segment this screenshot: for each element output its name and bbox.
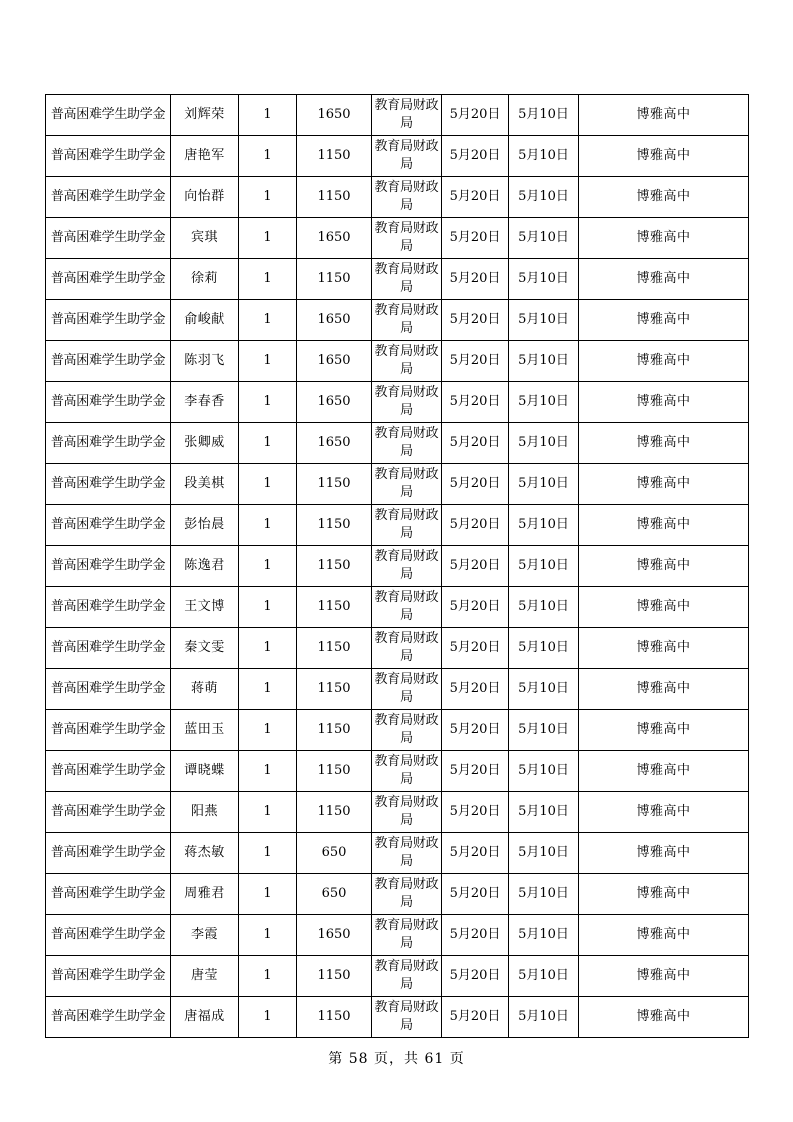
cell-project: 普高困难学生助学金 xyxy=(46,382,171,423)
cell-project: 普高困难学生助学金 xyxy=(46,587,171,628)
cell-publish-date: 5月20日 xyxy=(442,505,509,546)
cell-publish-date: 5月20日 xyxy=(442,710,509,751)
cell-issue-date: 5月10日 xyxy=(509,587,579,628)
cell-department: 教育局财政局 xyxy=(372,136,442,177)
cell-department: 教育局财政局 xyxy=(372,956,442,997)
cell-project: 普高困难学生助学金 xyxy=(46,423,171,464)
cell-name: 周雅君 xyxy=(171,874,239,915)
cell-count: 1 xyxy=(239,382,297,423)
cell-department: 教育局财政局 xyxy=(372,505,442,546)
table-row xyxy=(46,915,749,956)
cell-count: 1 xyxy=(239,997,297,1038)
cell-name: 蓝田玉 xyxy=(171,710,239,751)
cell-project: 普高困难学生助学金 xyxy=(46,177,171,218)
table-row xyxy=(46,669,749,710)
cell-issue-date: 5月10日 xyxy=(509,915,579,956)
cell-count: 1 xyxy=(239,546,297,587)
cell-issue-date: 5月10日 xyxy=(509,177,579,218)
cell-amount: 1650 xyxy=(297,300,372,341)
cell-school: 博雅高中 xyxy=(579,546,749,587)
cell-project: 普高困难学生助学金 xyxy=(46,792,171,833)
cell-department: 教育局财政局 xyxy=(372,341,442,382)
cell-amount: 1150 xyxy=(297,136,372,177)
cell-department: 教育局财政局 xyxy=(372,95,442,136)
cell-publish-date: 5月20日 xyxy=(442,628,509,669)
cell-publish-date: 5月20日 xyxy=(442,341,509,382)
cell-count: 1 xyxy=(239,259,297,300)
cell-school: 博雅高中 xyxy=(579,956,749,997)
cell-project: 普高困难学生助学金 xyxy=(46,915,171,956)
cell-count: 1 xyxy=(239,95,297,136)
cell-department: 教育局财政局 xyxy=(372,997,442,1038)
cell-school: 博雅高中 xyxy=(579,423,749,464)
cell-school: 博雅高中 xyxy=(579,218,749,259)
cell-count: 1 xyxy=(239,628,297,669)
cell-amount: 1150 xyxy=(297,259,372,300)
cell-issue-date: 5月10日 xyxy=(509,546,579,587)
table-row xyxy=(46,177,749,218)
cell-school: 博雅高中 xyxy=(579,505,749,546)
cell-publish-date: 5月20日 xyxy=(442,751,509,792)
cell-amount: 1150 xyxy=(297,505,372,546)
cell-amount: 1150 xyxy=(297,587,372,628)
cell-count: 1 xyxy=(239,874,297,915)
page-footer xyxy=(0,1048,793,1068)
cell-publish-date: 5月20日 xyxy=(442,136,509,177)
cell-amount: 1650 xyxy=(297,382,372,423)
cell-publish-date: 5月20日 xyxy=(442,546,509,587)
cell-publish-date: 5月20日 xyxy=(442,259,509,300)
cell-department: 教育局财政局 xyxy=(372,669,442,710)
cell-amount: 1150 xyxy=(297,792,372,833)
cell-project: 普高困难学生助学金 xyxy=(46,259,171,300)
cell-count: 1 xyxy=(239,505,297,546)
cell-name: 李霞 xyxy=(171,915,239,956)
cell-project: 普高困难学生助学金 xyxy=(46,956,171,997)
cell-count: 1 xyxy=(239,956,297,997)
table-row xyxy=(46,464,749,505)
cell-project: 普高困难学生助学金 xyxy=(46,546,171,587)
cell-project: 普高困难学生助学金 xyxy=(46,874,171,915)
cell-department: 教育局财政局 xyxy=(372,751,442,792)
cell-issue-date: 5月10日 xyxy=(509,956,579,997)
cell-issue-date: 5月10日 xyxy=(509,464,579,505)
cell-school: 博雅高中 xyxy=(579,792,749,833)
cell-department: 教育局财政局 xyxy=(372,382,442,423)
cell-school: 博雅高中 xyxy=(579,751,749,792)
cell-project: 普高困难学生助学金 xyxy=(46,751,171,792)
cell-department: 教育局财政局 xyxy=(372,710,442,751)
cell-amount: 1150 xyxy=(297,710,372,751)
cell-issue-date: 5月10日 xyxy=(509,423,579,464)
cell-name: 陈羽飞 xyxy=(171,341,239,382)
cell-school: 博雅高中 xyxy=(579,300,749,341)
cell-project: 普高困难学生助学金 xyxy=(46,997,171,1038)
table-row xyxy=(46,341,749,382)
table-row xyxy=(46,874,749,915)
cell-issue-date: 5月10日 xyxy=(509,136,579,177)
cell-publish-date: 5月20日 xyxy=(442,218,509,259)
cell-issue-date: 5月10日 xyxy=(509,382,579,423)
cell-issue-date: 5月10日 xyxy=(509,792,579,833)
cell-department: 教育局财政局 xyxy=(372,874,442,915)
cell-name: 秦文雯 xyxy=(171,628,239,669)
table-row xyxy=(46,751,749,792)
cell-department: 教育局财政局 xyxy=(372,587,442,628)
cell-publish-date: 5月20日 xyxy=(442,792,509,833)
cell-project: 普高困难学生助学金 xyxy=(46,341,171,382)
table-row xyxy=(46,136,749,177)
footer-prefix: 第 xyxy=(328,1051,344,1067)
cell-issue-date: 5月10日 xyxy=(509,628,579,669)
cell-project: 普高困难学生助学金 xyxy=(46,136,171,177)
table-row xyxy=(46,997,749,1038)
cell-department: 教育局财政局 xyxy=(372,300,442,341)
cell-amount: 1150 xyxy=(297,956,372,997)
cell-department: 教育局财政局 xyxy=(372,546,442,587)
cell-count: 1 xyxy=(239,792,297,833)
cell-issue-date: 5月10日 xyxy=(509,710,579,751)
table-row xyxy=(46,300,749,341)
cell-project: 普高困难学生助学金 xyxy=(46,95,171,136)
cell-department: 教育局财政局 xyxy=(372,464,442,505)
cell-issue-date: 5月10日 xyxy=(509,505,579,546)
cell-department: 教育局财政局 xyxy=(372,792,442,833)
cell-amount: 1650 xyxy=(297,218,372,259)
cell-department: 教育局财政局 xyxy=(372,259,442,300)
cell-publish-date: 5月20日 xyxy=(442,177,509,218)
cell-name: 俞峻献 xyxy=(171,300,239,341)
cell-issue-date: 5月10日 xyxy=(509,833,579,874)
cell-count: 1 xyxy=(239,751,297,792)
cell-name: 徐莉 xyxy=(171,259,239,300)
cell-issue-date: 5月10日 xyxy=(509,300,579,341)
cell-project: 普高困难学生助学金 xyxy=(46,710,171,751)
cell-school: 博雅高中 xyxy=(579,710,749,751)
cell-project: 普高困难学生助学金 xyxy=(46,669,171,710)
cell-department: 教育局财政局 xyxy=(372,915,442,956)
table-row xyxy=(46,792,749,833)
cell-school: 博雅高中 xyxy=(579,341,749,382)
cell-issue-date: 5月10日 xyxy=(509,259,579,300)
table-row xyxy=(46,833,749,874)
footer-total-pages: 61 xyxy=(424,1051,445,1067)
cell-publish-date: 5月20日 xyxy=(442,874,509,915)
table-row xyxy=(46,546,749,587)
cell-school: 博雅高中 xyxy=(579,136,749,177)
cell-publish-date: 5月20日 xyxy=(442,423,509,464)
cell-department: 教育局财政局 xyxy=(372,177,442,218)
cell-count: 1 xyxy=(239,710,297,751)
cell-school: 博雅高中 xyxy=(579,915,749,956)
cell-project: 普高困难学生助学金 xyxy=(46,218,171,259)
cell-count: 1 xyxy=(239,177,297,218)
cell-issue-date: 5月10日 xyxy=(509,218,579,259)
cell-project: 普高困难学生助学金 xyxy=(46,300,171,341)
cell-school: 博雅高中 xyxy=(579,997,749,1038)
cell-amount: 1650 xyxy=(297,915,372,956)
table-row xyxy=(46,259,749,300)
table-row xyxy=(46,382,749,423)
cell-amount: 1150 xyxy=(297,177,372,218)
cell-project: 普高困难学生助学金 xyxy=(46,505,171,546)
cell-count: 1 xyxy=(239,587,297,628)
cell-publish-date: 5月20日 xyxy=(442,382,509,423)
cell-amount: 1650 xyxy=(297,95,372,136)
grant-table xyxy=(45,94,749,1038)
cell-name: 唐艳军 xyxy=(171,136,239,177)
grant-table-container xyxy=(45,94,748,1038)
cell-school: 博雅高中 xyxy=(579,833,749,874)
cell-publish-date: 5月20日 xyxy=(442,300,509,341)
cell-name: 段美棋 xyxy=(171,464,239,505)
cell-name: 刘辉荣 xyxy=(171,95,239,136)
cell-project: 普高困难学生助学金 xyxy=(46,628,171,669)
cell-publish-date: 5月20日 xyxy=(442,997,509,1038)
table-row xyxy=(46,218,749,259)
cell-publish-date: 5月20日 xyxy=(442,587,509,628)
cell-publish-date: 5月20日 xyxy=(442,915,509,956)
cell-department: 教育局财政局 xyxy=(372,833,442,874)
cell-count: 1 xyxy=(239,669,297,710)
cell-amount: 650 xyxy=(297,874,372,915)
cell-department: 教育局财政局 xyxy=(372,218,442,259)
cell-amount: 1650 xyxy=(297,341,372,382)
cell-count: 1 xyxy=(239,423,297,464)
table-row xyxy=(46,628,749,669)
table-row xyxy=(46,95,749,136)
cell-amount: 1150 xyxy=(297,669,372,710)
cell-name: 向怡群 xyxy=(171,177,239,218)
cell-issue-date: 5月10日 xyxy=(509,341,579,382)
cell-school: 博雅高中 xyxy=(579,628,749,669)
cell-amount: 1150 xyxy=(297,546,372,587)
cell-name: 李春香 xyxy=(171,382,239,423)
cell-publish-date: 5月20日 xyxy=(442,464,509,505)
cell-issue-date: 5月10日 xyxy=(509,669,579,710)
cell-amount: 1650 xyxy=(297,423,372,464)
table-row xyxy=(46,505,749,546)
cell-count: 1 xyxy=(239,218,297,259)
cell-name: 唐福成 xyxy=(171,997,239,1038)
grant-table-body xyxy=(46,95,749,1038)
table-row xyxy=(46,710,749,751)
cell-amount: 1150 xyxy=(297,628,372,669)
cell-school: 博雅高中 xyxy=(579,259,749,300)
footer-current-page: 58 xyxy=(348,1051,369,1067)
cell-amount: 650 xyxy=(297,833,372,874)
cell-publish-date: 5月20日 xyxy=(442,833,509,874)
cell-issue-date: 5月10日 xyxy=(509,751,579,792)
cell-name: 陈逸君 xyxy=(171,546,239,587)
table-row xyxy=(46,423,749,464)
cell-amount: 1150 xyxy=(297,751,372,792)
cell-school: 博雅高中 xyxy=(579,95,749,136)
cell-name: 谭晓蝶 xyxy=(171,751,239,792)
cell-department: 教育局财政局 xyxy=(372,628,442,669)
cell-count: 1 xyxy=(239,341,297,382)
cell-name: 蒋萌 xyxy=(171,669,239,710)
cell-name: 张卿威 xyxy=(171,423,239,464)
cell-amount: 1150 xyxy=(297,997,372,1038)
cell-publish-date: 5月20日 xyxy=(442,669,509,710)
cell-amount: 1150 xyxy=(297,464,372,505)
cell-school: 博雅高中 xyxy=(579,177,749,218)
cell-count: 1 xyxy=(239,833,297,874)
cell-name: 蒋杰敏 xyxy=(171,833,239,874)
cell-issue-date: 5月10日 xyxy=(509,997,579,1038)
cell-name: 宾琪 xyxy=(171,218,239,259)
cell-publish-date: 5月20日 xyxy=(442,95,509,136)
cell-department: 教育局财政局 xyxy=(372,423,442,464)
footer-suffix: 页 xyxy=(449,1051,465,1067)
cell-school: 博雅高中 xyxy=(579,874,749,915)
cell-school: 博雅高中 xyxy=(579,587,749,628)
cell-project: 普高困难学生助学金 xyxy=(46,464,171,505)
cell-name: 阳燕 xyxy=(171,792,239,833)
cell-school: 博雅高中 xyxy=(579,669,749,710)
cell-project: 普高困难学生助学金 xyxy=(46,833,171,874)
table-row xyxy=(46,956,749,997)
cell-count: 1 xyxy=(239,915,297,956)
cell-count: 1 xyxy=(239,300,297,341)
cell-name: 唐莹 xyxy=(171,956,239,997)
cell-count: 1 xyxy=(239,464,297,505)
cell-school: 博雅高中 xyxy=(579,382,749,423)
cell-issue-date: 5月10日 xyxy=(509,95,579,136)
cell-count: 1 xyxy=(239,136,297,177)
cell-school: 博雅高中 xyxy=(579,464,749,505)
footer-middle: 页，共 xyxy=(374,1051,419,1067)
table-row xyxy=(46,587,749,628)
cell-publish-date: 5月20日 xyxy=(442,956,509,997)
cell-name: 王文博 xyxy=(171,587,239,628)
cell-name: 彭怡晨 xyxy=(171,505,239,546)
cell-issue-date: 5月10日 xyxy=(509,874,579,915)
